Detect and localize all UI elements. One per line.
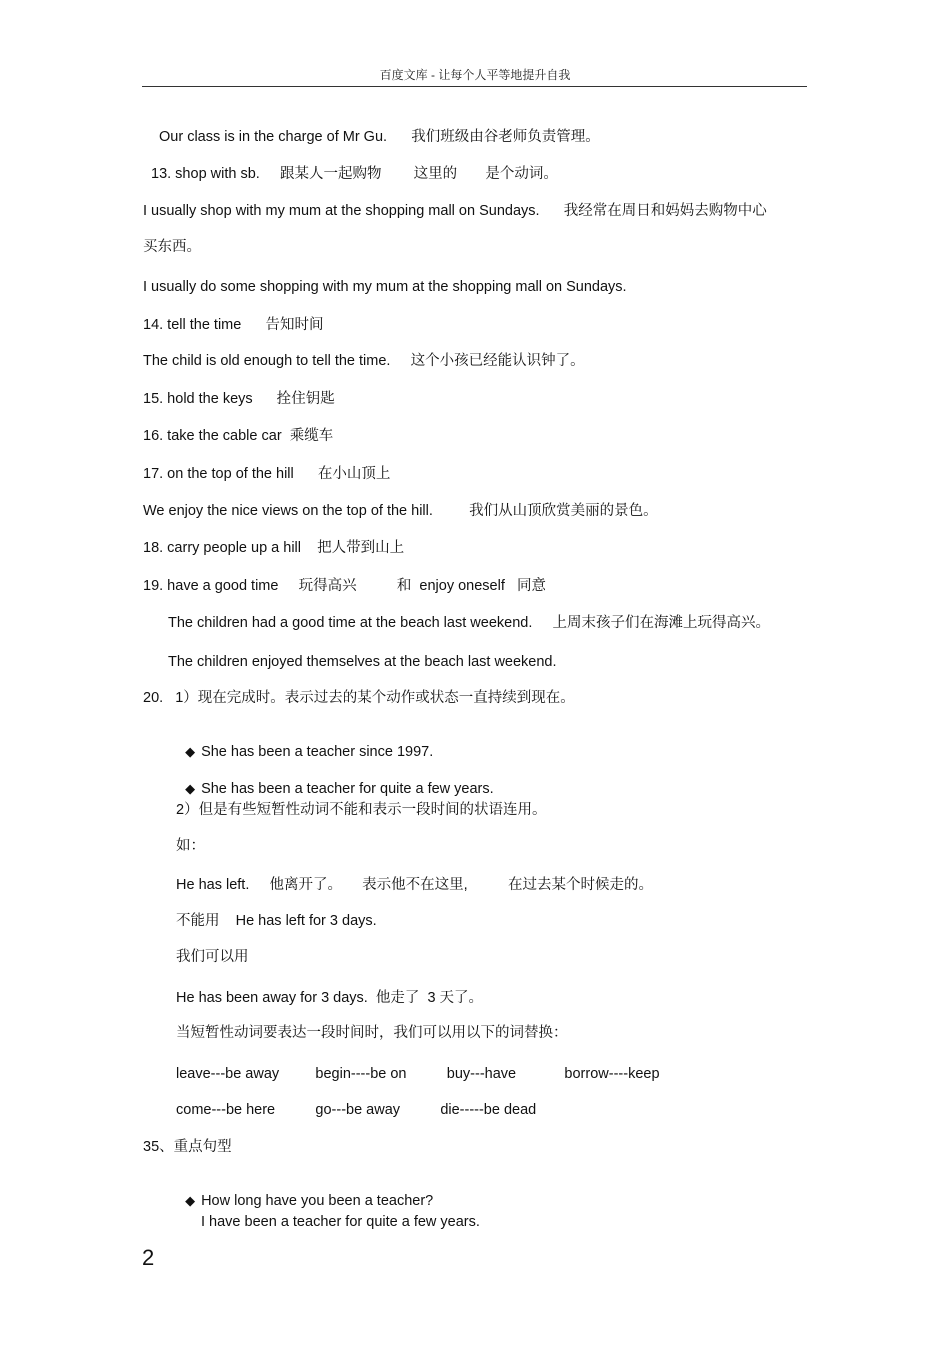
- page-header: 百度文库 - 让每个人平等地提升自我: [379, 68, 571, 82]
- text-line: 13. shop with sb. 跟某人一起购物 这里的 是个动词。: [151, 166, 558, 182]
- text-line: The children enjoyed themselves at the beach last weekend.: [168, 654, 557, 670]
- bullet-item: [177, 762, 494, 798]
- text-line: I usually shop with my mum at the shopping mall on Sundays. 我经常在周日和妈妈去购物中心: [143, 203, 767, 219]
- bullet-text: She has been a teacher since 1997.: [201, 744, 434, 760]
- text-line: 如：: [176, 838, 205, 854]
- text-line: come---be here go---be away die-----be dead: [176, 1102, 537, 1118]
- text-line: 2）但是有些短暂性动词不能和表示一段时间的状语连用。: [176, 802, 547, 818]
- text-line: 20. 1）现在完成时。表示过去的某个动作或状态一直持续到现在。: [143, 690, 575, 706]
- bullet-item: [177, 725, 433, 761]
- text-line: 18. carry people up a hill 把人带到山上: [143, 540, 405, 556]
- text-line: 不能用 He has left for 3 days.: [176, 913, 377, 929]
- text-line: 当短暂性动词要表达一段时间时，我们可以用以下的词替换：: [176, 1025, 568, 1041]
- diamond-bullet-icon: ◆: [185, 1193, 196, 1208]
- text-line: The children had a good time at the beach last weekend. 上周末孩子们在海滩上玩得高兴。: [168, 615, 770, 631]
- text-line: 17. on the top of the hill 在小山顶上: [143, 466, 391, 482]
- page-number: 2: [142, 1245, 155, 1270]
- text-line: Our class is in the charge of Mr Gu. 我们班级由谷老师负责管理。: [159, 129, 600, 145]
- text-line: He has left. 他离开了。 表示他不在这里, 在过去某个时候走的。: [176, 877, 653, 893]
- text-line: 我们可以用: [176, 949, 249, 965]
- text-line: The child is old enough to tell the time. 这个小孩已经能认识钟了。: [143, 353, 585, 369]
- text-line: 14. tell the time 告知时间: [143, 317, 324, 333]
- diamond-bullet-icon: ◆: [185, 744, 196, 759]
- text-line: 买东西。: [143, 239, 201, 255]
- text-line: 19. have a good time 玩得高兴 和 enjoy oneself 同意: [143, 578, 546, 594]
- text-line: leave---be away begin----be on buy---have borrow----keep: [176, 1066, 660, 1082]
- diamond-bullet-icon: ◆: [185, 781, 196, 796]
- text-line: 15. hold the keys 拴住钥匙: [143, 391, 335, 407]
- text-line: He has been away for 3 days. 他走了 3 天了。: [176, 990, 484, 1006]
- text-line: We enjoy the nice views on the top of the hill. 我们从山顶欣赏美丽的景色。: [143, 503, 658, 519]
- text-line: 16. take the cable car 乘缆车: [143, 428, 334, 444]
- bullet-text: How long have you been a teacher?: [201, 1193, 434, 1209]
- bullet-item: [177, 1174, 433, 1210]
- text-line: I have been a teacher for quite a few years.: [201, 1214, 480, 1230]
- bullet-text: She has been a teacher for quite a few years.: [201, 781, 494, 797]
- text-line: 35、重点句型: [143, 1139, 232, 1155]
- text-line: I usually do some shopping with my mum at the shopping mall on Sundays.: [143, 279, 627, 295]
- header-rule: [142, 86, 807, 87]
